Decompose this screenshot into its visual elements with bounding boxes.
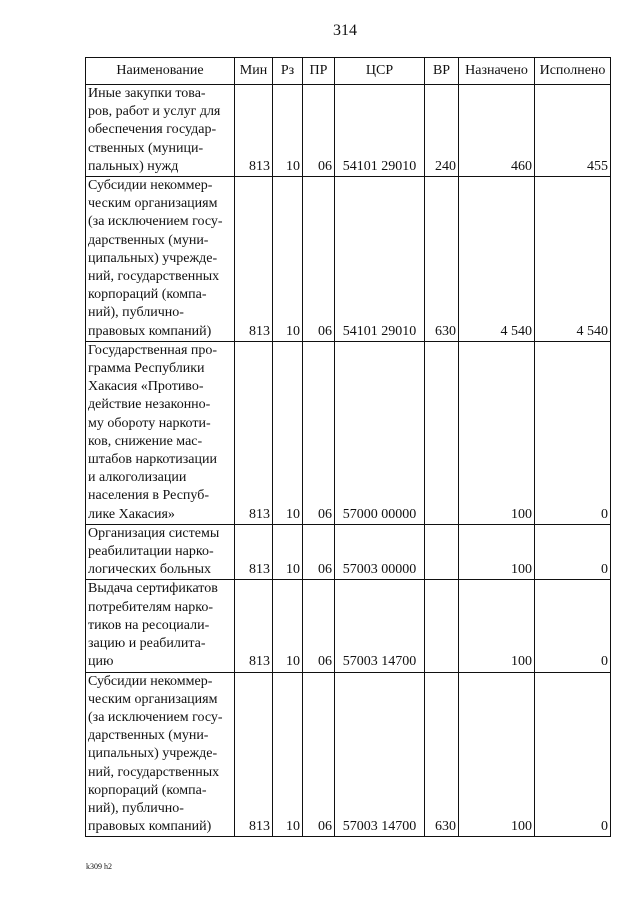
cell-csr: 57000 00000 [335,341,425,524]
cell-csr: 54101 29010 [335,177,425,342]
footer-code: k309 h2 [86,862,112,871]
name-line: дарственных (муни- [88,232,209,248]
name-line: ний, государственных [88,269,220,285]
cell-assigned: 460 [459,85,535,177]
name-line: ров, работ и услуг для [88,104,221,120]
cell-vr [425,524,459,580]
cell-rz: 10 [273,524,303,580]
name-line: Субсидии некоммер- [88,178,213,194]
header-pr: ПР [303,58,335,85]
name-line: правовых компаний) [88,323,212,339]
cell-min: 813 [235,85,273,177]
cell-executed: 455 [535,85,611,177]
cell-pr: 06 [303,580,335,672]
header-executed: Исполнено [535,58,611,85]
name-line: ческим организациям [88,196,218,212]
name-line: дарственных (муни- [88,728,209,744]
cell-pr: 06 [303,672,335,837]
header-name: Наименование [86,58,235,85]
name-line: населения в Респуб- [88,488,210,504]
cell-min: 813 [235,341,273,524]
name-line: логических больных [88,562,212,578]
cell-rz: 10 [273,177,303,342]
cell-executed: 4 540 [535,177,611,342]
header-min: Мин [235,58,273,85]
name-line: Организация системы [88,525,220,541]
cell-name [86,672,235,837]
cell-csr: 57003 14700 [335,580,425,672]
cell-executed: 0 [535,672,611,837]
cell-csr: 57003 14700 [335,672,425,837]
cell-executed: 0 [535,580,611,672]
cell-csr: 54101 29010 [335,85,425,177]
name-line: ческим организациям [88,691,218,707]
cell-vr [425,580,459,672]
cell-min: 813 [235,672,273,837]
name-line: ципальных) учрежде- [88,746,218,762]
name-line: (за исключением госу- [88,709,223,725]
table-row [86,177,611,342]
cell-executed: 0 [535,341,611,524]
name-line: и алкоголизации [88,470,187,486]
cell-name [86,85,235,177]
table-row [86,85,611,177]
cell-csr: 57003 00000 [335,524,425,580]
table-row [86,580,611,672]
name-line: правовых компаний) [88,819,212,835]
name-line: ственных (муници- [88,140,204,156]
cell-assigned: 100 [459,341,535,524]
name-line: действие незаконно- [88,397,211,413]
header-rz: Рз [273,58,303,85]
name-line: му обороту наркоти- [88,415,211,431]
table-header-row [86,58,611,85]
cell-name [86,177,235,342]
table-row [86,524,611,580]
name-line: ний), публично- [88,305,184,321]
cell-min: 813 [235,524,273,580]
cell-rz: 10 [273,672,303,837]
cell-rz: 10 [273,341,303,524]
cell-vr: 630 [425,672,459,837]
header-vr: ВР [425,58,459,85]
cell-name [86,524,235,580]
cell-vr: 630 [425,177,459,342]
cell-min: 813 [235,580,273,672]
name-line: обеспечения государ- [88,122,217,138]
table-row [86,341,611,524]
name-line: ний), публично- [88,800,184,816]
name-line: Хакасия «Противо- [88,379,204,395]
name-line: корпораций (компа- [88,782,207,798]
name-line: Государственная про- [88,342,218,358]
cell-rz: 10 [273,85,303,177]
name-line: Субсидии некоммер- [88,673,213,689]
cell-assigned: 100 [459,524,535,580]
cell-vr [425,341,459,524]
cell-pr: 06 [303,524,335,580]
name-line: потребителям нарко- [88,599,214,615]
cell-pr: 06 [303,177,335,342]
name-line: лике Хакасия» [88,506,175,522]
cell-assigned: 100 [459,580,535,672]
budget-table [85,57,611,837]
name-line: грамма Республики [88,361,205,377]
cell-assigned: 100 [459,672,535,837]
name-line: тиков на ресоциали- [88,617,210,633]
name-line: реабилитации нарко- [88,544,214,560]
header-assigned: Назначено [459,58,535,85]
name-line: зацию и реабилита- [88,636,206,652]
page-number: 314 [333,22,357,39]
name-line: Иные закупки това- [88,86,206,101]
name-line: ний, государственных [88,764,220,780]
cell-rz: 10 [273,580,303,672]
name-line: цию [88,654,114,670]
table-row [86,672,611,837]
name-line: (за исключением госу- [88,214,223,230]
name-line: корпораций (компа- [88,287,207,303]
cell-vr: 240 [425,85,459,177]
name-line: ков, снижение мас- [88,433,203,449]
name-line: Выдача сертификатов [88,581,218,597]
name-line: пальных) нужд [88,158,179,174]
cell-assigned: 4 540 [459,177,535,342]
name-line: штабов наркотизации [88,452,217,468]
cell-pr: 06 [303,85,335,177]
cell-name [86,580,235,672]
cell-pr: 06 [303,341,335,524]
header-csr: ЦСР [335,58,425,85]
cell-min: 813 [235,177,273,342]
name-line: ципальных) учрежде- [88,250,218,266]
cell-executed: 0 [535,524,611,580]
cell-name [86,341,235,524]
table-body [86,85,611,837]
